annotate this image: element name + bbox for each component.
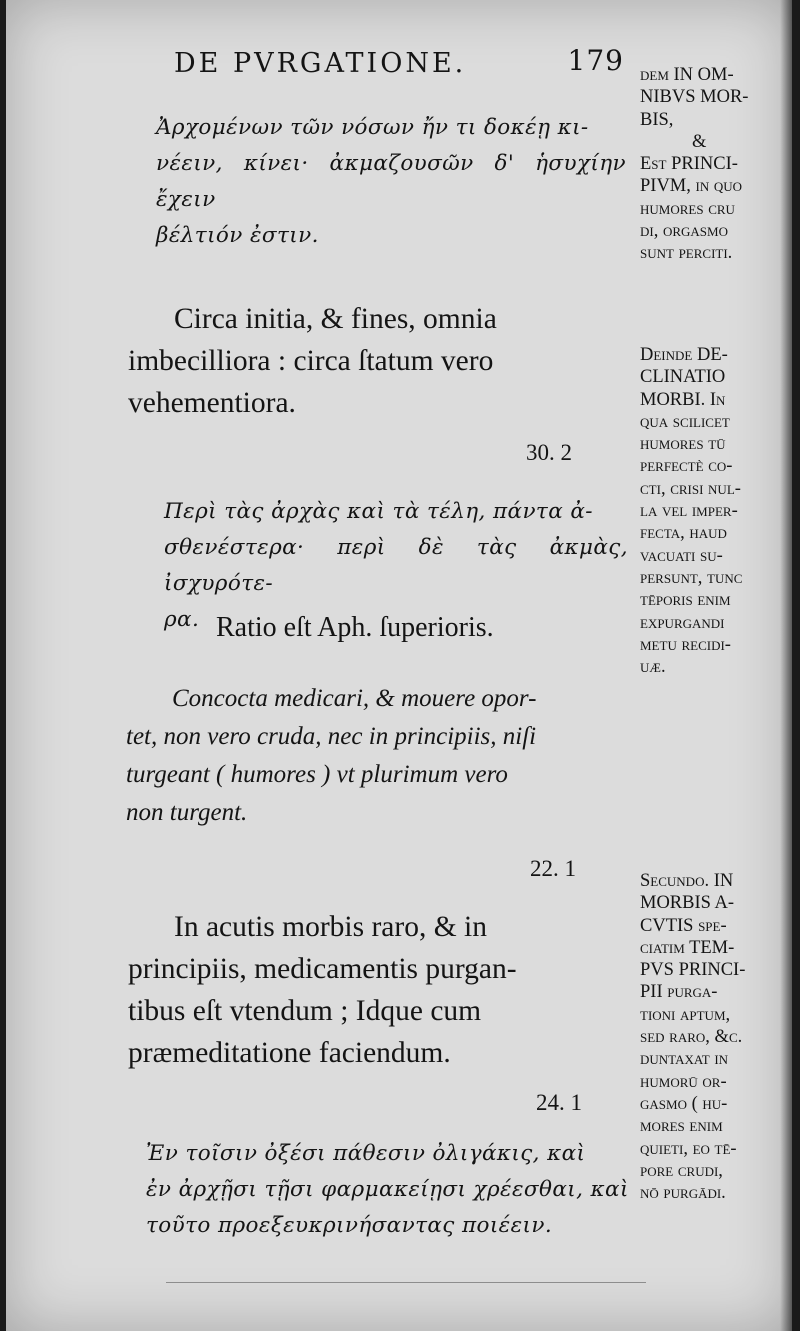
- text-line: Ἐν τοῖσιν ὀξέσι πάθεσιν ὀλιγάκις, καὶ: [146, 1141, 586, 1166]
- running-header: [174, 44, 624, 79]
- text-line: In acutis morbis raro, & in: [174, 911, 487, 943]
- text-line: ἐν ἀρχῇσι τῇσι φαρμακείῃσι χρέεσθαι, καὶ: [146, 1177, 629, 1202]
- margin-line: perſunt, tunc: [640, 567, 743, 588]
- margin-line: BIS,: [640, 109, 674, 130]
- text-line: Ἀρχομένων τῶν νόσων ἤν τι δοκέῃ κι-: [156, 115, 589, 140]
- text-line: Concocta medicari, & mouere opor-: [172, 685, 537, 712]
- margin-note-1: [640, 64, 780, 265]
- margin-note-3: [640, 870, 780, 1204]
- text-line: non turgent.: [126, 799, 248, 826]
- margin-line: tēporis enim: [640, 590, 731, 611]
- latin-aphorism-2: [128, 906, 636, 1074]
- text-line: vehementiora.: [128, 387, 296, 419]
- margin-line: duntaxat in: [640, 1049, 729, 1070]
- margin-line: MORBIS A-: [640, 893, 735, 914]
- text-line: ρα.: [164, 607, 200, 632]
- aphorism-reference-3: 24. 1: [536, 1090, 582, 1115]
- margin-line: humores tū: [640, 434, 726, 455]
- margin-line: NIBVS MOR-: [640, 87, 749, 108]
- text-line: tibus eſt vtendum ; Idque cum: [128, 995, 482, 1027]
- margin-line: mores enim: [640, 1116, 723, 1137]
- margin-line: perfectè co-: [640, 456, 733, 477]
- margin-line: metu recidi-: [640, 634, 731, 655]
- margin-line: uæ.: [640, 657, 666, 678]
- italic-commentary: [126, 680, 636, 832]
- margin-line: PIVM, in quo: [640, 176, 743, 197]
- ratio-line: Ratio eſt Aph. ſuperioris.: [216, 612, 494, 643]
- text-line: imbecilliora : circa ſtatum vero: [128, 345, 494, 377]
- margin-line: CVTIS ſpe-: [640, 915, 727, 936]
- text-line: præmeditatione faciendum.: [128, 1037, 451, 1069]
- margin-line: pore crudi,: [640, 1160, 723, 1181]
- margin-line: PVS PRINCI-: [640, 960, 746, 981]
- book-page: [6, 0, 792, 1331]
- margin-line: PII purga-: [640, 982, 718, 1003]
- header-title: DE PVRGATIONE.: [174, 48, 467, 79]
- margin-line: dem IN OM-: [640, 65, 734, 85]
- margin-line: &: [692, 131, 707, 152]
- greek-aphorism-3: [146, 1136, 632, 1244]
- bottom-rule: [166, 1282, 646, 1283]
- aphorism-reference-1: 30. 2: [526, 440, 572, 465]
- margin-line: tioni aptum,: [640, 1004, 731, 1025]
- text-line: turgeant ( humores ) vt plurimum vero: [126, 761, 508, 788]
- text-line: Περὶ τὰς ἀρχὰς καὶ τὰ τέλη, πάντα ἀ-: [164, 499, 593, 524]
- margin-note-2: [640, 344, 780, 678]
- margin-line: Secundo. IN: [640, 871, 734, 891]
- text-line: tet, non vero cruda, nec in principiis, niſi: [126, 723, 537, 750]
- margin-line: fecta, haud: [640, 523, 727, 544]
- margin-line: humores cru: [640, 198, 735, 219]
- margin-line: nō purgādi.: [640, 1183, 726, 1204]
- margin-line: Deinde DE-: [640, 345, 728, 365]
- margin-line: gaſmo ( hu-: [640, 1093, 728, 1114]
- margin-line: CLINATIO: [640, 367, 726, 388]
- margin-line: ſunt perciti.: [640, 243, 733, 264]
- margin-line: ſed raro, &c.: [640, 1027, 743, 1048]
- text-line: σθενέστερα· περὶ δὲ τὰς ἀκμὰς, ἰσχυρότε-: [164, 535, 628, 596]
- text-line: νέειν, κίνει· ἀκμαζουσῶν δ' ἡσυχίην ἔχειν: [156, 151, 626, 212]
- aphorism-reference-2: 22. 1: [530, 856, 576, 881]
- latin-aphorism-1: [128, 298, 636, 424]
- margin-line: vacuati ſu-: [640, 545, 723, 566]
- margin-line: cti, criſi nul-: [640, 478, 741, 499]
- page-number: 179: [567, 44, 624, 77]
- margin-line: MORBI. In: [640, 389, 726, 410]
- margin-line: quieti, eo tē-: [640, 1138, 737, 1159]
- text-line: τοῦτο προεξευκρινήσαντας ποιέειν.: [146, 1213, 553, 1238]
- text-line: βέλτιόν ἐστιν.: [156, 223, 319, 248]
- greek-aphorism-1: [156, 110, 626, 254]
- margin-line: Eſt PRINCI-: [640, 154, 738, 175]
- text-line: Circa initia, & fines, omnia: [174, 303, 497, 335]
- margin-line: qua ſcilicet: [640, 411, 730, 432]
- margin-line: humorū or-: [640, 1071, 727, 1092]
- text-line: principiis, medicamentis purgan-: [128, 953, 517, 985]
- margin-line: ciatim TEM-: [640, 937, 735, 958]
- margin-line: la vel imper-: [640, 501, 738, 522]
- margin-line: di, orgaſmo: [640, 221, 728, 242]
- margin-line: expurgandi: [640, 612, 725, 633]
